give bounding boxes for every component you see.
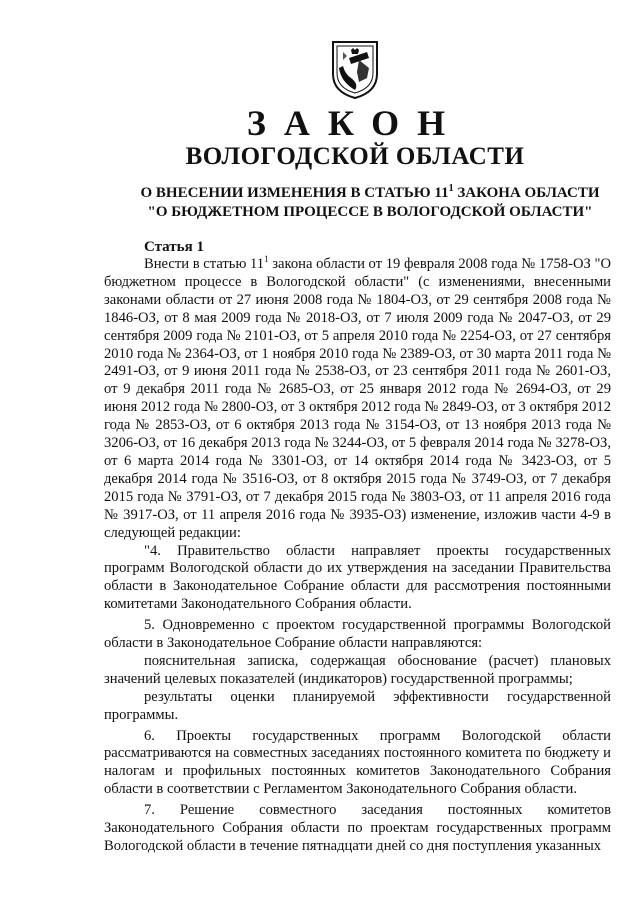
intro-paragraph: Внести в статью $11^1$ закона области от 19 февраля 2008 года № 1758-ОЗ "О бюджетном процессе в Вологодской области" (с изменениями, внесенными законами области от 27 июня 2008 года № 1804-ОЗ, от 29 сентября 2008 года № 1846-ОЗ, от 8 мая 2009 года № 2018-ОЗ, от 7 июля 2009 года № 2047-ОЗ, от 29 сентября 2009 года № 2101-ОЗ, от 5 апреля 2010 года № 2254-ОЗ, от 27 сентября 2010 года № 2364-ОЗ, от 1 ноября 2010 года № 2389-ОЗ, от 30 марта 2011 года № 2491-ОЗ, от 9 июня 2011 года № 2538-ОЗ, от 23 сентября 2011 года № 2601-ОЗ, от 9 декабря 2011 года № 2685-ОЗ, от 25 января 2012 года № 2694-ОЗ, от 29 июня 2012 года № 2800-ОЗ, от 3 октября 2012 года № 2849-ОЗ, от 3 октября 2012 года № 2853-ОЗ, от 6 октября 2013 года № 3154-ОЗ, от 13 ноября 2013 года № 3206-ОЗ, от 16 декабря 2013 года № 3244-ОЗ, от 5 февраля 2014 года № 3278-ОЗ, от 6 марта 2014 года № 3301-ОЗ, от 14 октября 2014 года № 3423-ОЗ, от 5 декабря 2014 года № 3516-ОЗ, от 8 октября 2015 года № 3749-ОЗ, от 7 декабря 2015 года № 3791-ОЗ, от 7 декабря 2015 года № 3803-ОЗ, от 11 апреля 2016 года № 3917-ОЗ, от 11 апреля 2016 года № 3935-ОЗ) изменение, изложив части 4-9 в следующей редакции: (104, 254, 611, 541)
article-heading: Статья 1 (144, 239, 204, 255)
law-subtitle (120, 184, 620, 222)
coat-of-arms-icon (329, 38, 381, 100)
paragraph-5-item-1: пояснительная записка, содержащая обоснование (расчет) плановых значений целевых показателей (индикаторов) государственной программы; (104, 652, 611, 687)
paragraph-5: 5. Одновременно с проектом государственной программы Вологодской области в Законодательное Собрание области направляются: (104, 617, 611, 652)
subtitle-line-2: "О БЮДЖЕТНОМ ПРОЦЕССЕ В ВОЛОГОДСКОЙ ОБЛАСТИ" (147, 204, 593, 220)
region-title: ВОЛОГОДСКОЙ ОБЛАСТИ (185, 143, 525, 170)
article-body (104, 256, 611, 856)
paragraph-5-item-2: результаты оценки планируемой эффективности государственной программы. (104, 688, 611, 723)
paragraph-6: 6. Проекты государственных программ Вологодской области рассматриваются на совместных заседаниях постоянного комитета по бюджету и налогам и профильных постоянных комитетов Законодательного Собрания области в соответствии с Регламентом Законодательного Собрания области. (104, 727, 611, 798)
coat-of-arms-emblem (329, 38, 381, 100)
subtitle-line-1: О ВНЕСЕНИИ ИЗМЕНЕНИЯ В СТАТЬЮ $11^1$ ЗАКОНА ОБЛАСТИ (140, 183, 600, 201)
law-title: ЗАКОН (246, 103, 464, 143)
paragraph-4: "4. Правительство области направляет проекты государственных программ Вологодской области до их утверждения на заседании Правительства области в Законодательное Собрание области для рассмотрения постоянными комитетами Законодательного Собрания области. (104, 542, 611, 613)
paragraph-7: 7. Решение совместного заседания постоянных комитетов Законодательного Собрания области по проектам государственных программ Вологодской области в течение пятнадцати дней со дня поступления указанных (104, 802, 611, 854)
